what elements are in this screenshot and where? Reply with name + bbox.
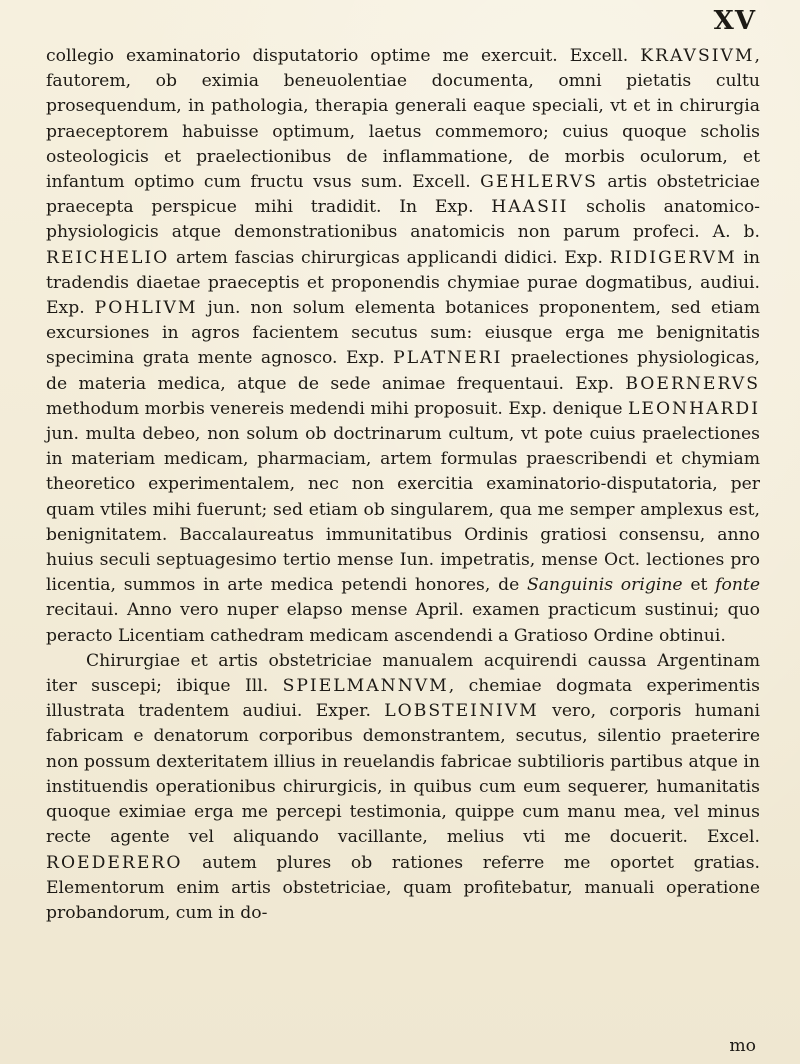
text-run: recitaui. Anno vero nuper elapso mense April. examen practicum sustinui; quo peracto Licentiam cathedram medicam ascendendi a Gratioso Ordine obtinui. <box>46 600 760 646</box>
name-smallcaps: KRAVSIVM <box>640 46 755 66</box>
name-smallcaps: RIDIGERVM <box>609 247 737 268</box>
name-smallcaps: LOBSTEINIVM <box>384 701 539 722</box>
text-run: , chemiae dogmata experimentis illustrata tradentem audiui. Exper. <box>46 676 760 722</box>
name-smallcaps: SPIELMANNVM <box>282 676 449 697</box>
italic-text: fonte <box>715 575 760 596</box>
catchword: mo <box>729 1036 756 1056</box>
text-run: et <box>682 575 716 596</box>
text-run: collegio examinatorio disputatorio optime me exercuit. Excell. <box>46 46 641 66</box>
name-smallcaps: BOERNERVS <box>625 373 760 394</box>
page-text <box>46 44 760 926</box>
text-run: scholis anatomico-physiologicis atque demonstrationibus anatomicis non parum profeci. A. b. <box>46 197 760 243</box>
name-smallcaps: GEHLERVS <box>480 172 598 193</box>
text-run: , fautorem, ob eximia beneuolentiae documenta, omni pietatis cultu prosequendum, in pathologia, therapia generali eaque speciali, vt et in chirurgia praeceptorem habuisse optimum, laetus commemoro; cuius quoque scholis osteologicis et praelectionibus de inflammatione, de morbis oculorum, et infantum optimo cum fructu vsus sum. Excell. <box>46 46 760 193</box>
text-run: artem fascias chirurgicas applicandi didici. Exp. <box>169 247 610 268</box>
text-run: praelectiones physiologicas, de materia medica, atque de sede animae frequentaui. Exp. <box>46 348 760 394</box>
name-smallcaps: POHLIVM <box>94 298 198 319</box>
name-smallcaps: HAASII <box>491 197 569 218</box>
text-run: artis obstetriciae praecepta perspicue mihi tradidit. In Exp. <box>46 172 760 218</box>
paragraph <box>46 44 760 649</box>
text-run: autem plures ob rationes referre me oportet gratias. Elementorum enim artis obstetriciae, quam profitebatur, manuali operatione probandorum, cum in do- <box>46 852 760 923</box>
text-run: vero, corporis humani fabricam e denatorum corporibus demonstrantem, secutus, silentio praeterire non possum dexteritatem illius in reuelandis fabricae subtilioris partibus atque in instituendis operationibus chirurgicis, in quibus cum eum sequerer, humanitatis quoque eximiae erga me percepi testimonia, quippe cum manu mea, vel minus recte agente vel aliquando vacillante, melius vti me docuerit. Excel. <box>46 701 760 848</box>
name-smallcaps: ROEDERERO <box>46 852 183 873</box>
italic-text: Sanguinis origine <box>526 575 683 596</box>
text-run: jun. non solum elementa botanices proponentem, sed etiam excursiones in agros facientem secutus sum: eiusque erga me benignitatis specimina grata mente agnosco. Exp. <box>46 298 761 369</box>
paragraph <box>46 649 760 926</box>
text-run: in tradendis diaetae praeceptis et proponendis chymiae purae dogmatibus, audiui. Exp. <box>46 247 760 319</box>
page-number: XV <box>713 6 756 36</box>
text-run: methodum morbis venereis medendi mihi proposuit. Exp. denique <box>46 398 628 419</box>
name-smallcaps: PLATNERI <box>393 348 503 369</box>
text-run: jun. multa debeo, non solum ob doctrinarum cultum, vt pote cuius praelectiones in materiam medicam, pharmaciam, artem formulas praescribendi et chymiam theoretico experimentalem, nec non exercitia examinatorio-disputatoria, per quam vtiles mihi fuerunt; sed etiam ob singularem, qua me semper amplexus est, benignitatem. Baccalaureatus immunitatibus Ordinis gratiosi consensu, anno huius seculi septuagesimo tertio mense Iun. impetratis, mense Oct. lectiones pro licentia, summos in arte medica petendi honores, de <box>46 424 760 596</box>
text-run: Chirurgiae et artis obstetriciae manualem acquirendi caussa Argentinam iter suscepi; ibique Ill. <box>46 650 760 697</box>
name-smallcaps: REICHELIO <box>46 247 170 268</box>
name-smallcaps: LEONHARDI <box>627 398 760 419</box>
